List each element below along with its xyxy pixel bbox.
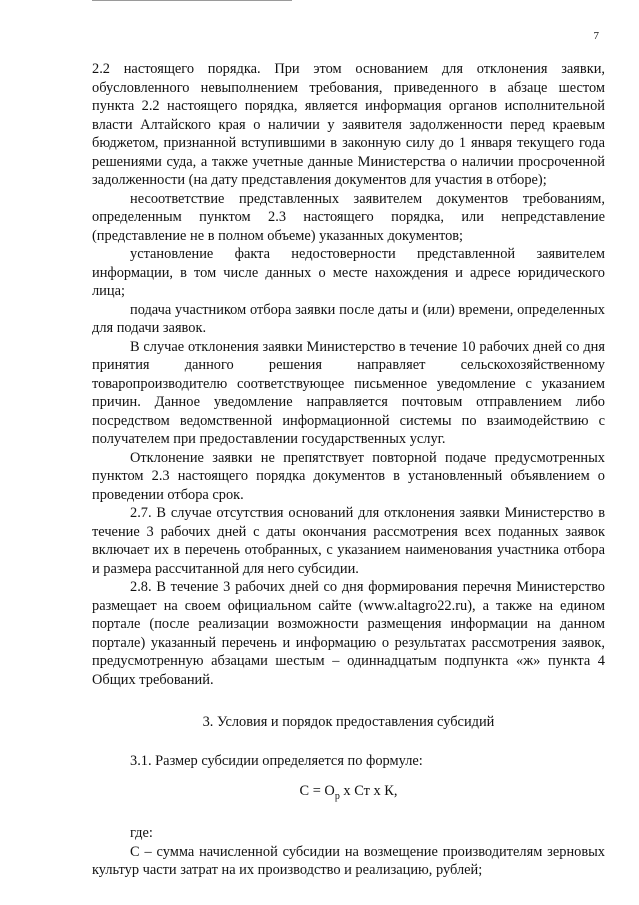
top-rule <box>92 0 292 1</box>
document-body <box>92 60 605 880</box>
subsidy-formula <box>92 782 605 806</box>
page-number: 7 <box>593 30 599 42</box>
formula-lhs: С = О <box>299 783 335 799</box>
paragraph-late-submission: подача участником отбора заявки после даты и (или) времени, определенных для подачи заявок. <box>92 301 605 336</box>
paragraph-rejection-notice: В случае отклонения заявки Министерство в течение 10 рабочих дней со дня принятия данного решения направляет сельскохозяйственному товаропроизводителю соответствующее письменное уведомление с указанием причин. Данное уведомление направляется почтовым отправлением либо посредством ведомственной информационной системы по взаимодействию с получателем при предоставлении государственных услуг. <box>92 338 605 447</box>
paragraph-continuation: 2.2 настоящего порядка. При этом основанием для отклонения заявки, обусловленного невыполнением требования, приведенного в абзаце шестом пункта 2.2 настоящего порядка, является информация органов исполнительной власти Алтайского края о наличии у заявителя задолженности перед краевым бюджетом, признанной вступившими в законную силу до 1 января текущего года решениями суда, а также учетные данные Министерства о наличии просроченной задолженности (на дату представления документов для участия в отборе); <box>92 61 605 188</box>
paragraph-resubmission: Отклонение заявки не препятствует повторной подаче предусмотренных пунктом 2.3 настоящего порядка документов в установленный объявлением о проведении отбора срок. <box>92 449 605 503</box>
paragraph-noncompliance: несоответствие представленных заявителем документов требованиям, определенным пунктом 2.3 настоящего порядка, или непредставление (представление не в полном объеме) указанных документов; <box>92 190 605 244</box>
formula-subscript: р <box>334 790 340 802</box>
formula-rhs: х Ст х К, <box>339 783 398 799</box>
paragraph-2-8: 2.8. В течение 3 рабочих дней со дня формирования перечня Министерство размещает на своем официальном сайте (www.altagro22.ru), а также на едином портале (после реализации возможности размещения информации на данном портале) указанный перечень и информацию о результатах рассмотрения заявок, предусмотренную абзацами шестым – одиннадцатым подпункта «ж» пункта 4 Общих требований. <box>92 579 605 688</box>
paragraph-false-info: установление факта недостоверности представленной заявителем информации, в том числе данных о месте нахождения и адресе юридического лица; <box>92 246 605 299</box>
section-title: 3. Условия и порядок предоставления субсидий <box>202 714 495 730</box>
definition-c: С – сумма начисленной субсидии на возмещение производителям зерновых культур части затрат на их производство и реализацию, рублей; <box>92 843 605 879</box>
clause-3-1: 3.1. Размер субсидии определяется по формуле: <box>130 752 423 769</box>
where-label: где: <box>130 825 153 842</box>
paragraph-2-7: 2.7. В случае отсутствия оснований для отклонения заявки Министерство в течение 3 рабочих дней с даты окончания рассмотрения всех поданных заявок включает их в перечень отобранных, с указанием наименования участника отбора и размера рассчитанной для него субсидии. <box>92 505 605 577</box>
